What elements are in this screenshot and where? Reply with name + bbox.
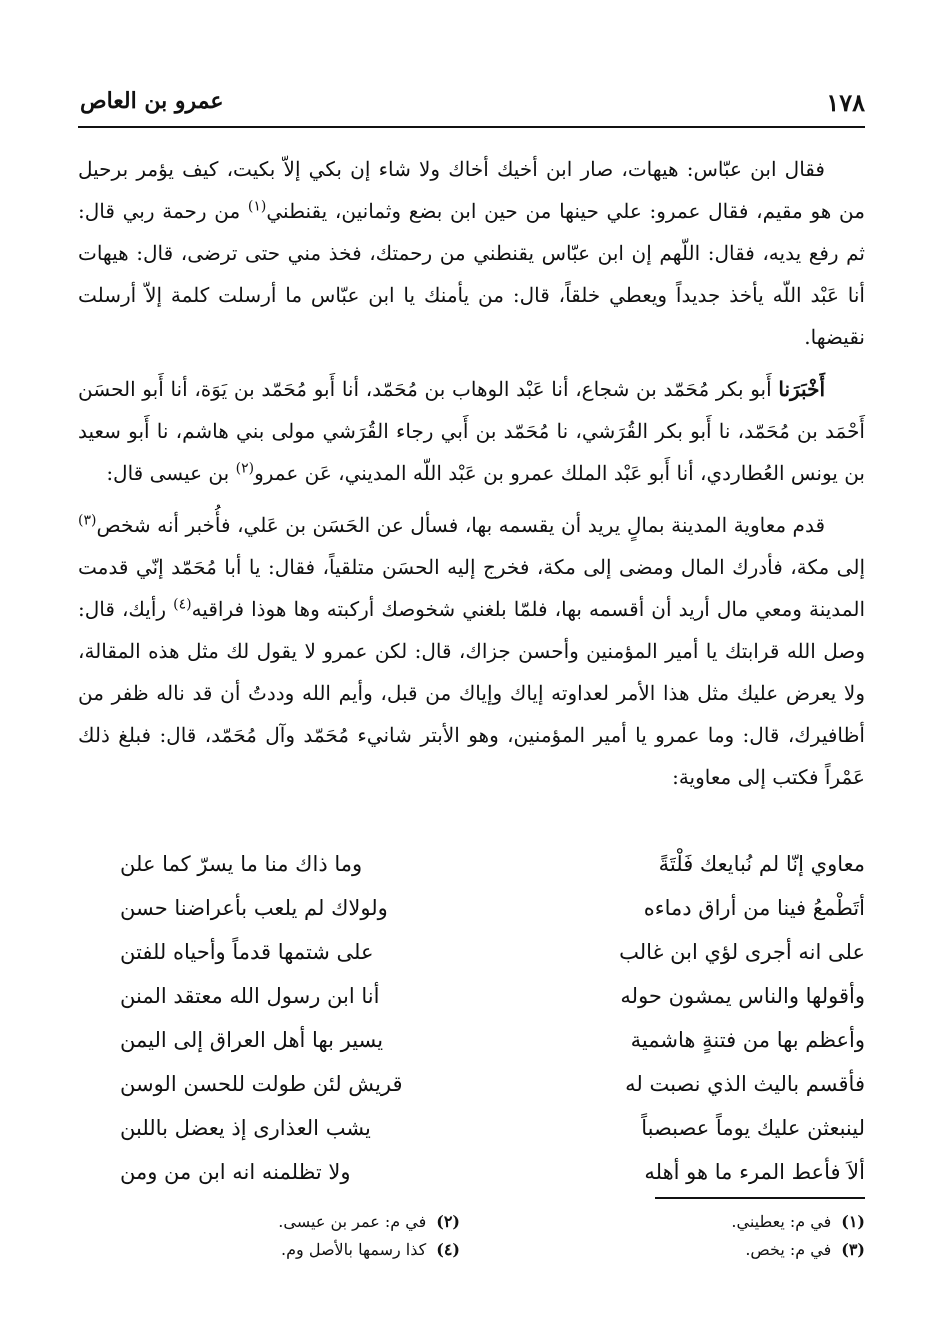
hemistich-first: وأقولها والناس يمشون حوله: [620, 984, 865, 1008]
hemistich-first: لينبعثن عليك يوماً عصبصباً: [641, 1116, 865, 1140]
footnote-item: [200, 1236, 460, 1264]
footnote-number: (٢): [436, 1212, 460, 1231]
footnote-item: [605, 1236, 865, 1264]
hemistich-first: أتَطْمعُ فينا من أراق دماءه: [643, 896, 865, 920]
hemistich-second: على شتمها قدماً وأحياه للفتن: [120, 940, 374, 964]
poem-verse: [120, 974, 865, 1018]
poem-verse: [120, 1150, 865, 1194]
running-title: عمرو بن العاص: [80, 88, 224, 114]
footnote-item: [605, 1208, 865, 1236]
footnote-number: (٤): [436, 1240, 460, 1259]
poem-verse: [120, 1062, 865, 1106]
footnote-number: (٣): [841, 1240, 865, 1259]
footnote-divider: [655, 1197, 865, 1199]
footnote-ref-3: (٣): [78, 512, 97, 529]
footnote-item: [200, 1208, 460, 1236]
hemistich-second: يشب العذارى إذ يعضل باللبن: [120, 1116, 371, 1140]
footnote-row: [200, 1236, 865, 1264]
poem-verse: [120, 886, 865, 930]
footnote-text: في م: عمر بن عيسى.: [278, 1212, 427, 1231]
poem-verse: [120, 842, 865, 886]
footnote-ref-4: (٤): [173, 596, 192, 613]
page-number: ١٧٨: [826, 88, 865, 117]
footnote-number: (١): [841, 1212, 865, 1231]
footnote-ref-2: (٢): [235, 460, 255, 477]
poem-verse: [120, 1106, 865, 1150]
paragraph-3: قدم معاوية المدينة بمالٍ يريد أن يقسمه بها، فسأل عن الحَسَن بن عَلي، فأُخبر أنه شخص$^{(٣)}$ إلى مكة، فأدرك المال ومضى إلى مكة، فخرج إليه الحسَن متلقياً، فقال: يا أبا مُحَمّد إنّي قدمت المدينة ومعي مال أريد أن أقسمه بها، فلمّا بلغني شخوصك أركبته وها هوذا فراقيه$^{(٤)}$ رأيك، قال: وصل الله قرابتك يا أمير المؤمنين وأحسن جزاك، قال: لكن عمرو لا يقول لك مثل هذه المقالة، ولا يعرض عليك مثل هذا الأمر لعداوته إياك وإياك من قبل، وأيم الله وددتُ أن قد ناله ظفر من أظافيرك، قال: وما عمرو يا أمير المؤمنين، وهو الأبتر شانيء مُحَمّد وآل مُحَمّد، قال: فبلغ ذلك عَمْراً فكتب إلى معاوية:: [78, 512, 866, 789]
hemistich-second: يسير بها أهل العراق إلى اليمن: [120, 1028, 384, 1052]
poem: [120, 842, 865, 1194]
hemistich-second: ولولاك لم يلعب بأعراضنا حسن: [120, 896, 388, 920]
main-text: [78, 148, 865, 798]
header-divider: [78, 126, 865, 128]
poem-verse: [120, 1018, 865, 1062]
hemistich-first: ألاَ فأعط المرء ما هو أهله: [644, 1160, 865, 1184]
hemistich-second: قريش لئن طولت للحسن الوسن: [120, 1072, 403, 1096]
footnote-text: كذا رسمها بالأصل وم.: [281, 1240, 427, 1259]
footnote-ref-1: (١): [247, 198, 267, 215]
poem-verse: [120, 930, 865, 974]
footnotes: [200, 1208, 865, 1264]
paragraph-1: فقال ابن عبّاس: هيهات، صار ابن أخيك أخاك ولا شاء إن بكي إلاّ بكيت، كيف يؤمر برحيل من هو مقيم، فقال عمرو: علي حينها من حين ابن بضع وثمانين، يقنطني$^{(١)}$ من رحمة ربي قال: ثم رفع يديه، فقال: اللّهم إن ابن عبّاس يقنطني من رحمتك، فخذ مني حتى ترضى، قال: هيهات أنا عَبْد اللّه يأخذ جديداً ويعطي خلقاً، قال: من يأمنك يا ابن عبّاس ما أرسلت كلمة إلاّ أرسلت نقيضها.: [78, 157, 865, 349]
page-header: [80, 88, 865, 124]
paragraph-2: أَخْبَرَنا أَبو بكر مُحَمّد بن شجاع، أنا عَبْد الوهاب بن مُحَمّد، أنا أَبو مُحَمّد بن يَوَة، أنا أَبو الحسَن أَحْمَد بن مُحَمّد، نا أَبو بكر القُرَشي، نا مُحَمّد بن أَبي رجاء القُرَشي مولى بني هاشم، نا أَبو سعيد بن يونس العُطاردي، أنا أَبو عَبْد الملك عمرو بن عَبْد اللّه المديني، عَن عمرو$^{(٢)}$ بن عيسى قال:: [78, 377, 865, 485]
hemistich-first: وأعظم بها من فتنةٍ هاشمية: [630, 1028, 865, 1052]
footnote-row: [200, 1208, 865, 1236]
hemistich-second: وما ذاك منا ما يسرّ كما علن: [120, 852, 363, 876]
hemistich-second: أنا ابن رسول الله معتقد المنن: [120, 984, 380, 1008]
hemistich-second: ولا تظلمنه انه ابن من ومن: [120, 1160, 351, 1184]
footnote-text: في م: يخص.: [745, 1240, 832, 1259]
hemistich-first: على انه أجرى لؤي ابن غالب: [619, 940, 865, 964]
isnad-lead: أَخْبَرَنا: [778, 377, 825, 401]
footnote-text: في م: يعطيني.: [731, 1212, 832, 1231]
hemistich-first: فأقسم باليث الذي نصبت له: [625, 1072, 865, 1096]
hemistich-first: معاوي إنّا لم نُبايعك فَلْتَةً: [658, 852, 865, 876]
